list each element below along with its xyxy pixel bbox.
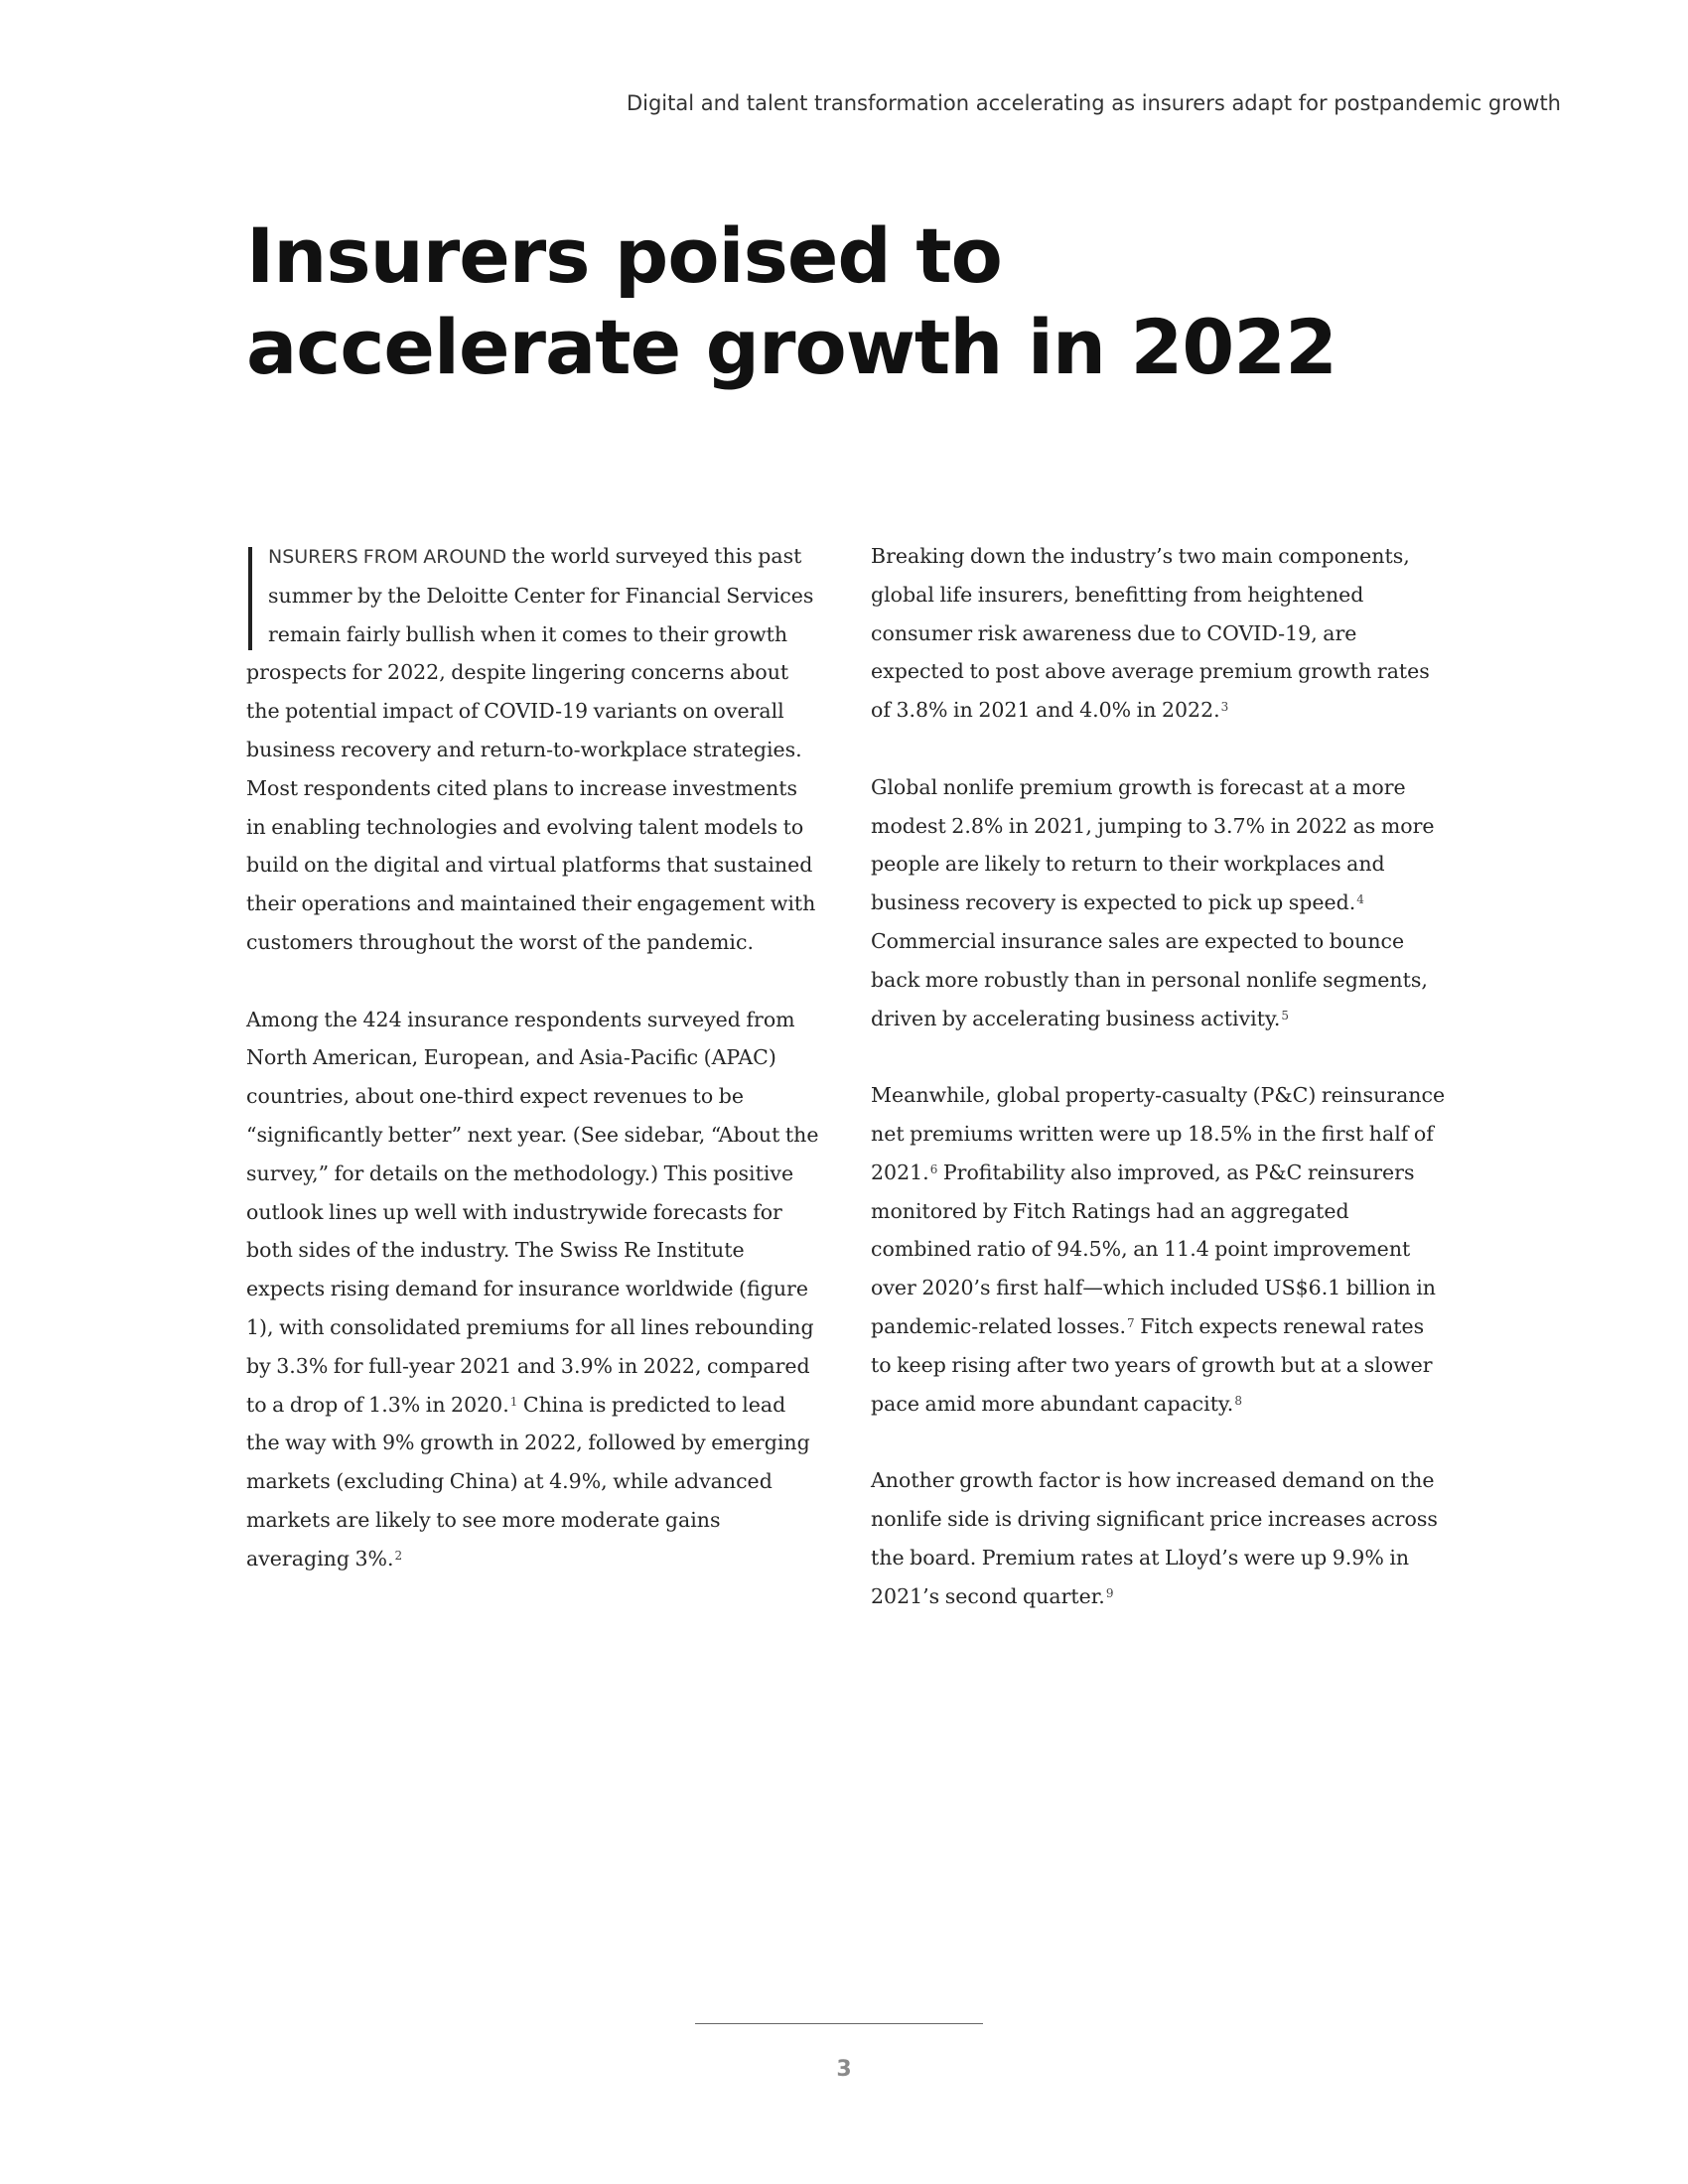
survey-paragraph-text-a: Among the 424 insurance respondents surveyed from North American, European, and Asia-Pacific (APAC) countries, about one-third expect revenues to be “significantly better” next year. (See sidebar, “About the survey,” for details on the methodology.) This positive outlook lines up well with industrywide forecasts for both sides of the industry. The Swiss Re Institute expects rising demand for insurance worldwide (figure 1), with consolidated premiums for all lines rebounding by 3.3% for full-year 2021 and 3.9% in 2022, compared to a drop of 1.3% in 2020. <box>246 1007 819 1417</box>
lead-in-text: NSURERS FROM AROUND <box>268 546 507 568</box>
footnote-ref-5[interactable]: 5 <box>1281 1008 1289 1023</box>
intro-paragraph-text: the world surveyed this past summer by the Deloitte Center for Financial Services remain fairly bullish when it comes to their growth prospects for 2022, despite lingering concerns about the potential impact of COVID-19 variants on overall business recovery and return-to-workplace strategies. Most respondents cited plans to increase investments in enabling technologies and evolving talent models to build on the digital and virtual platforms that sustained their operations and maintained their engagement with customers throughout the worst of the pandemic. <box>246 544 816 954</box>
footnote-ref-3[interactable]: 3 <box>1220 700 1229 715</box>
footnote-ref-8[interactable]: 8 <box>1234 1393 1242 1408</box>
drop-cap-bar <box>248 547 252 650</box>
life-insurers-paragraph <box>871 537 1447 730</box>
footer-divider <box>695 2023 983 2024</box>
reinsurance-paragraph <box>871 1076 1447 1423</box>
life-insurers-text: Breaking down the industry’s two main components, global life insurers, benefitting from heightened consumer risk awareness due to COVID-19, are expected to post above average premium growth rates of 3.8% in 2021 and 4.0% in 2022. <box>871 544 1430 723</box>
running-header: Digital and talent transformation accelerating as insurers adapt for postpandemic growth <box>626 91 1561 115</box>
survey-paragraph <box>246 1001 822 1578</box>
footnote-ref-9[interactable]: 9 <box>1105 1585 1114 1600</box>
page-title-line-2: accelerate growth in 2022 <box>246 303 1336 391</box>
reinsurance-text-a: Meanwhile, global property-casualty (P&C) reinsurance net premiums written were up 18.5% in the first half of 2021. <box>871 1083 1446 1184</box>
page-title <box>246 210 1487 393</box>
intro-paragraph <box>246 537 822 962</box>
page-title-line-1: Insurers poised to <box>246 211 1002 300</box>
nonlife-text-b: Commercial insurance sales are expected to bounce back more robustly than in personal nonlife segments, driven by accelerating business activity. <box>871 928 1428 1030</box>
footnote-ref-4[interactable]: 4 <box>1356 892 1364 907</box>
right-column <box>871 537 1447 1654</box>
footnote-ref-6[interactable]: 6 <box>929 1161 938 1176</box>
footnote-ref-2[interactable]: 2 <box>394 1548 403 1563</box>
reinsurance-text-b: Profitability also improved, as P&C reinsurers monitored by Fitch Ratings had an aggregated combined ratio of 94.5%, an 11.4 point improvement over 2020’s first half—which included US$6.1 billion in pandemic-related losses. <box>871 1160 1436 1338</box>
nonlife-paragraph <box>871 768 1447 1038</box>
page-number: 3 <box>836 2057 852 2082</box>
nonlife-text-a: Global nonlife premium growth is forecast at a more modest 2.8% in 2021, jumping to 3.7% in 2022 as more people are likely to return to their workplaces and business recovery is expected to pick up speed. <box>871 774 1435 915</box>
survey-paragraph-text-b: China is predicted to lead the way with 9% growth in 2022, followed by emerging markets (excluding China) at 4.9%, while advanced markets are likely to see more moderate gains averaging 3%. <box>246 1392 810 1570</box>
reinsurance-text-c: Fitch expects renewal rates to keep rising after two years of growth but at a slower pace amid more abundant capacity. <box>871 1313 1433 1416</box>
left-column <box>246 537 822 1616</box>
pricing-text: Another growth factor is how increased demand on the nonlife side is driving significant price increases across the board. Premium rates at Lloyd’s were up 9.9% in 2021’s second quarter. <box>871 1468 1438 1608</box>
footnote-ref-1[interactable]: 1 <box>509 1394 518 1409</box>
pricing-paragraph <box>871 1461 1447 1615</box>
footnote-ref-7[interactable]: 7 <box>1127 1315 1135 1330</box>
